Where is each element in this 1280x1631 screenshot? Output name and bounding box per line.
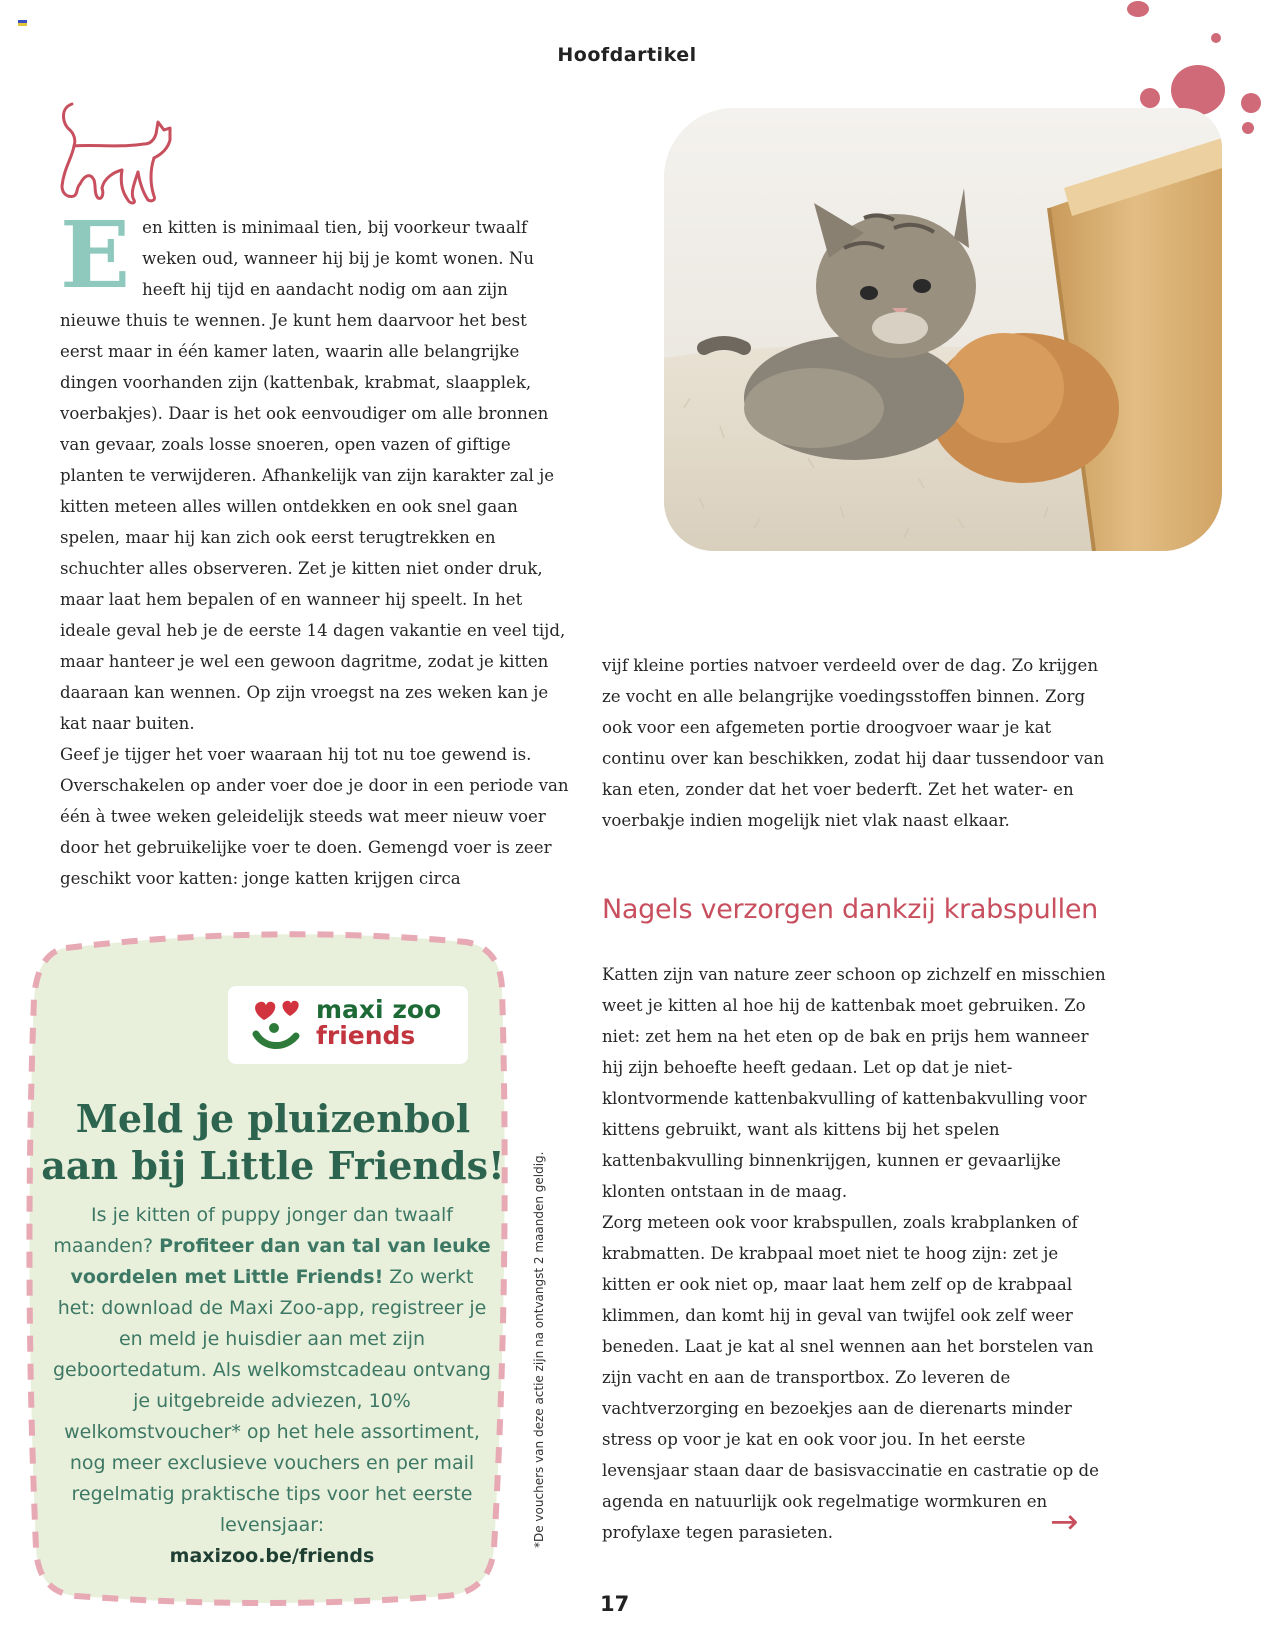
logo-text-line1: maxi zoo	[316, 995, 442, 1024]
article-subheading: Nagels verzorgen dankzij krabspullen	[602, 894, 1098, 925]
promo-link[interactable]: maxizoo.be/friends	[169, 1545, 375, 1567]
promo-body-bold: Profiteer dan van tal van leuke voordelen met Little Friends!	[70, 1235, 491, 1288]
page-number: 17	[600, 1592, 630, 1616]
voucher-footnote	[530, 1118, 548, 1548]
flag-icon	[18, 20, 27, 26]
promo-body-intro: Is je kitten of puppy jonger dan twaalf maanden?	[53, 1204, 453, 1257]
kitten-photo	[664, 108, 1222, 551]
promo-title	[40, 1095, 506, 1189]
article-right-column-top	[602, 650, 1112, 836]
article-right-column-bottom	[602, 959, 1112, 1548]
article-paragraph: Katten zijn van nature zeer schoon op zichzelf en misschien weet je kitten al hoe hij de kattenbak moet gebruiken. Zo niet: zet hem na het eten op de bak en prijs hem wanneer hij zijn behoefte heeft gedaan. Let op dat je niet-klontvormende kattenbakvulling of kattenbakvulling voor kittens gebruikt, want als kittens bij het spelen kattenbakvulling binnenkrijgen, kunnen er gevaarlijke klonten ontstaan in de maag.	[602, 965, 1106, 1201]
article-paragraph: Geef je tijger het voer waaraan hij tot nu toe gewend is. Overschakelen op ander voer doe je door in een periode van één à twee weken geleidelijk steeds wat meer nieuw voer door het gebruikelijke voer te doen. Gemengd voer is zeer geschikt voor katten: jonge katten krijgen circa	[60, 745, 569, 888]
section-label: Hoofdartikel	[557, 44, 697, 66]
logo-text-line2: friends	[316, 1021, 416, 1050]
arrow-right-icon: →	[1050, 1502, 1079, 1542]
voucher-footnote-text: *De vouchers van deze actie zijn na ontvangst 2 maanden geldig.	[532, 1151, 546, 1548]
promo-title-line2: aan bij Little Friends!	[41, 1143, 505, 1188]
dropcap-letter: E	[60, 201, 131, 309]
promo-body-rest: Zo werkt het: download de Maxi Zoo-app, registreer je en meld je huisdier aan met zijn geboortedatum. Als welkomstcadeau ontvang je uitgebreide adviezen, 10% welkomstvoucher* op het hele assortiment, nog meer exclusieve vouchers en per mail regelmatig praktische tips voor het eerste levensjaar:	[53, 1266, 491, 1536]
promo-title-line1: Meld je pluizenbol	[75, 1096, 471, 1141]
heart-logo-icon	[246, 998, 306, 1054]
maxi-zoo-friends-logo	[228, 986, 468, 1064]
promo-body	[52, 1200, 492, 1572]
article-paragraph: en kitten is minimaal tien, bij voorkeur twaalf weken oud, wanneer hij bij je komt wonen. Nu heeft hij tijd en aandacht nodig om aan zijn nieuwe thuis te wennen. Je kunt hem daarvoor het best eerst maar in één kamer laten, waarin alle belangrijke dingen voorhanden zijn (kattenbak, krabmat, slaapplek, voerbakjes). Daar is het ook eenvoudiger om alle bronnen van gevaar, zoals losse snoeren, open vazen of giftige planten te verwijderen. Afhankelijk van zijn karakter zal je kitten meteen alles willen ontdekken en ook snel gaan spelen, maar hij kan zich ook eerst terugtrekken en schuchter alles observeren. Zet je kitten niet onder druk, maar laat hem bepalen of en wanneer hij speelt. In het ideale geval heb je de eerste 14 dagen vakantie en veel tijd, maar hanteer je wel een gewoon dagritme, zodat je kitten daaraan kan wennen. Op zijn vroegst na zes weken kan je kat naar buiten.	[60, 218, 566, 733]
article-left-column	[60, 201, 570, 894]
article-paragraph: vijf kleine porties natvoer verdeeld over de dag. Zo krijgen ze vocht en alle belangrijke voedingsstoffen binnen. Zorg ook voor een afgemeten portie droogvoer waar je kat continu over kan beschikken, zodat hij daar tussendoor van kan eten, zonder dat het voer bederft. Zet het water- en voerbakje indien mogelijk niet vlak naast elkaar.	[602, 656, 1105, 830]
cat-outline-icon	[58, 100, 176, 206]
article-paragraph: Zorg meteen ook voor krabspullen, zoals krabplanken of krabmatten. De krabpaal moet niet te hoog zijn: zet je kitten er ook niet op, maar laat hem zelf op de krabpaal klimmen, dan komt hij in geval van twijfel ook zelf weer beneden. Laat je kat al snel wennen aan het borstelen van zijn vacht en aan de transportbox. Zo leveren de vachtverzorging en bezoekjes aan de dierenarts minder stress op voor je kat en ook voor jou. In het eerste levensjaar staan daar de basisvaccinatie en castratie op de agenda en natuurlijk ook regelmatige wormkuren en profylaxe tegen parasieten.	[602, 1213, 1099, 1542]
